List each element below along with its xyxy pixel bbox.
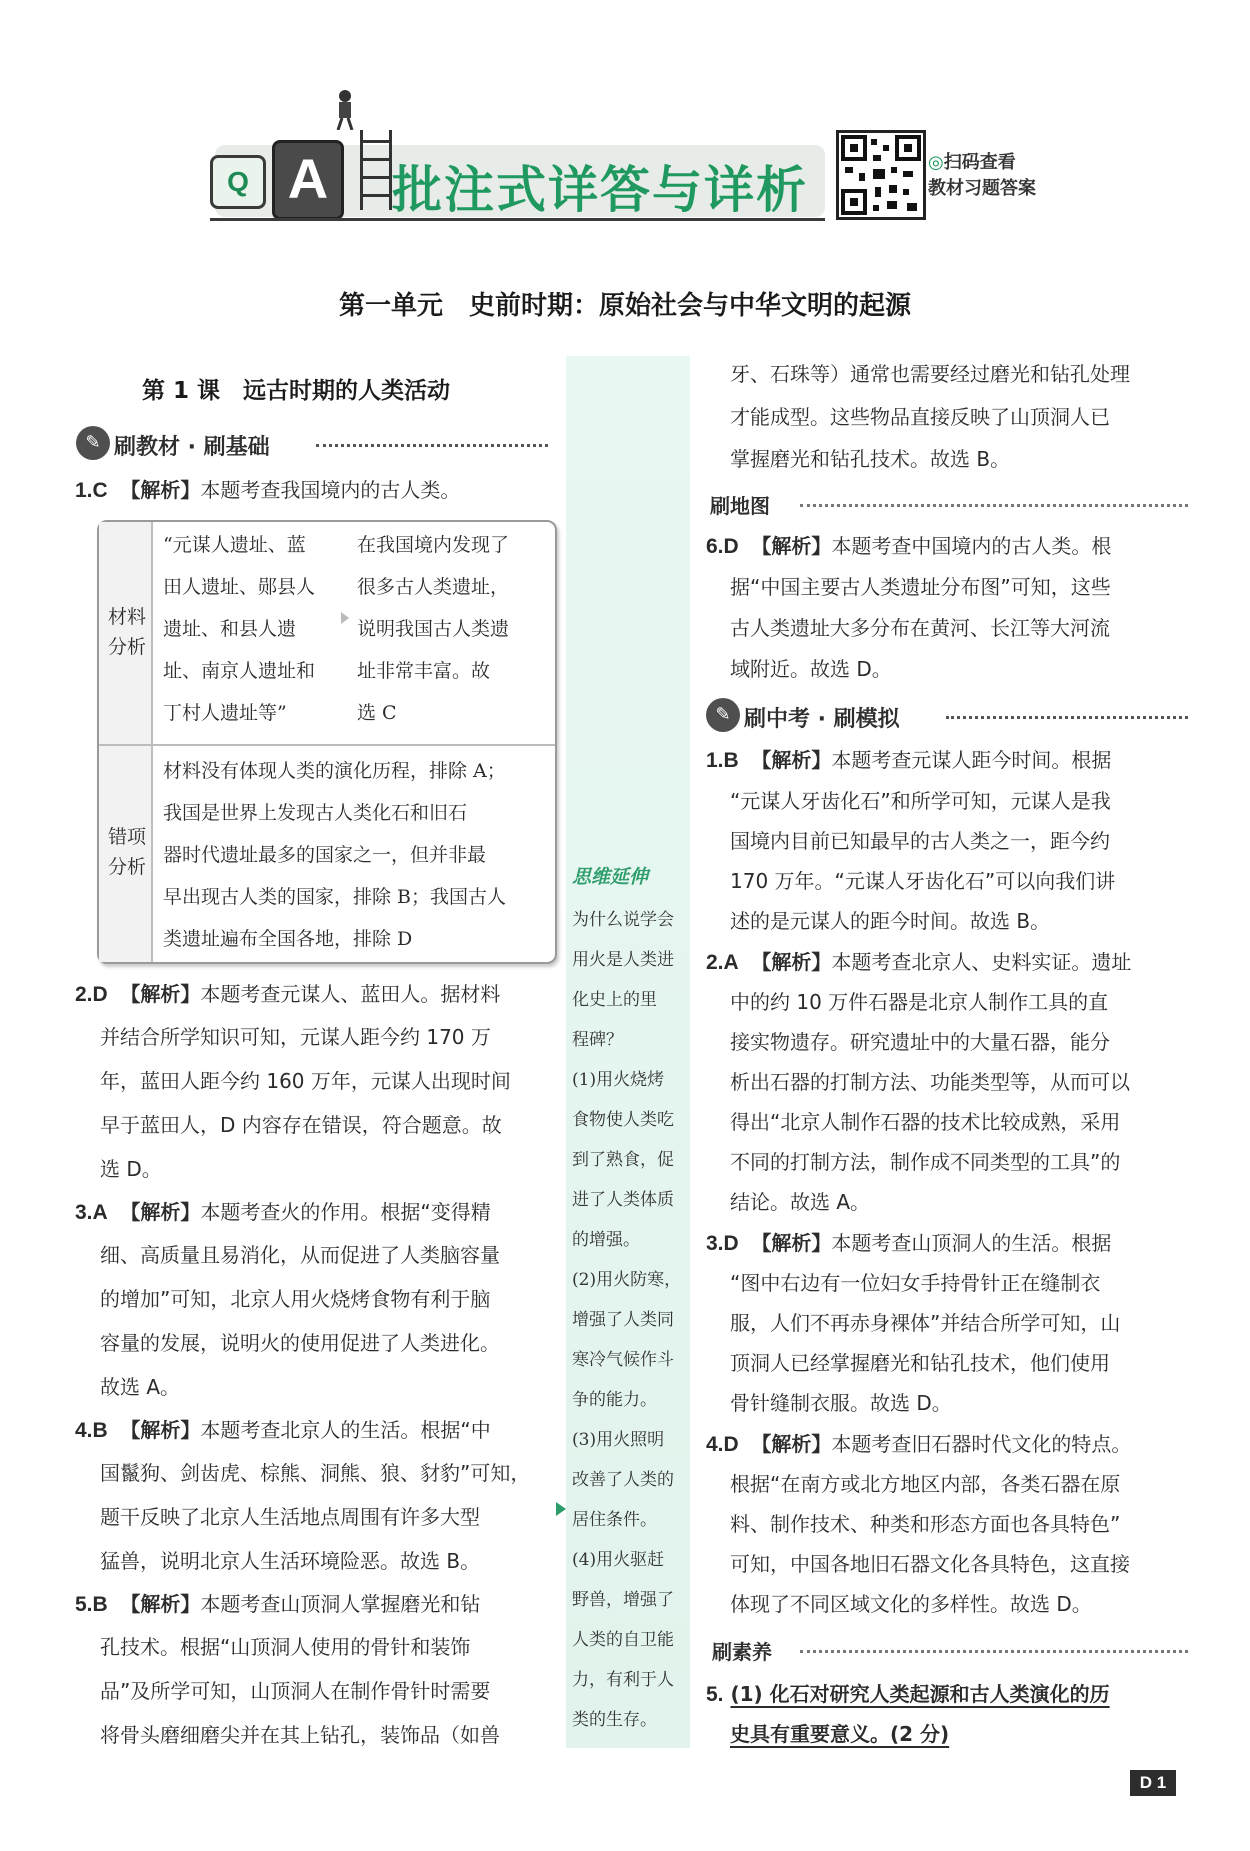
table-label-material: 材料 分析 (107, 606, 146, 658)
arrow-icon (341, 612, 349, 624)
lesson-title: 第 1 课 远古时期的人类活动 (142, 378, 451, 404)
banner-underline (210, 218, 825, 221)
section-header-basic (76, 426, 548, 460)
section-divider-literacy (800, 1650, 1188, 1653)
table-wrong-option-analysis: 材料没有体现人类的演化历程，排除 A； 我国是世界上发现古人类化石和旧石 器时代遗址最多的国家之一，但并非最 早出现古人类的国家，排除 B；我国古人 类遗址遍布全国各地，排除 D (163, 760, 507, 950)
section-header-exam (706, 698, 1188, 732)
q-badge: Q (210, 155, 266, 209)
ladder-icon (360, 130, 392, 210)
climbing-figure-icon (330, 88, 360, 130)
question-1: 1.C 【解析】本题考查我国境内的古人类。 (75, 478, 461, 502)
sidebar-panel (566, 356, 690, 1748)
qr-caption-line1: 扫码查看 (943, 152, 1016, 173)
a-badge: A (272, 140, 344, 220)
scan-icon: ◎ (928, 152, 944, 173)
section-header-literacy: 刷素养 (712, 1640, 772, 1664)
qr-caption (928, 150, 1036, 202)
analysis-table (97, 520, 557, 964)
unit-title: 第一单元 史前时期：原始社会与中华文明的起源 (338, 291, 911, 321)
table-label-wrong-options: 错项 分析 (107, 826, 146, 878)
section-label-basic: 刷教材 · 刷基础 (114, 435, 270, 460)
table-material-analysis: 在我国境内发现了 很多古人类遗址， 说明我国古人类遗 址非常丰富。故 选 C (357, 534, 510, 724)
brush-icon: ✎ (76, 426, 110, 460)
section-header-map: 刷地图 (710, 494, 770, 518)
section-divider-map (800, 504, 1188, 507)
pointer-arrow-icon (556, 1502, 566, 1516)
banner-title: 批注式详答与详析 (392, 162, 808, 218)
table-material-quote: “元谋人遗址、蓝 田人遗址、郧县人 遗址、和县人遗 址、南京人遗址和 丁村人遗址等” (163, 534, 316, 724)
qr-caption-line2: 教材习题答案 (928, 178, 1036, 199)
sidebar-title: 思维延伸 (572, 866, 649, 888)
section-label-exam: 刷中考 · 刷模拟 (744, 707, 900, 732)
page-number: D 1 (1130, 1770, 1176, 1796)
qr-code-icon[interactable] (836, 130, 926, 220)
brush-icon: ✎ (706, 698, 740, 732)
